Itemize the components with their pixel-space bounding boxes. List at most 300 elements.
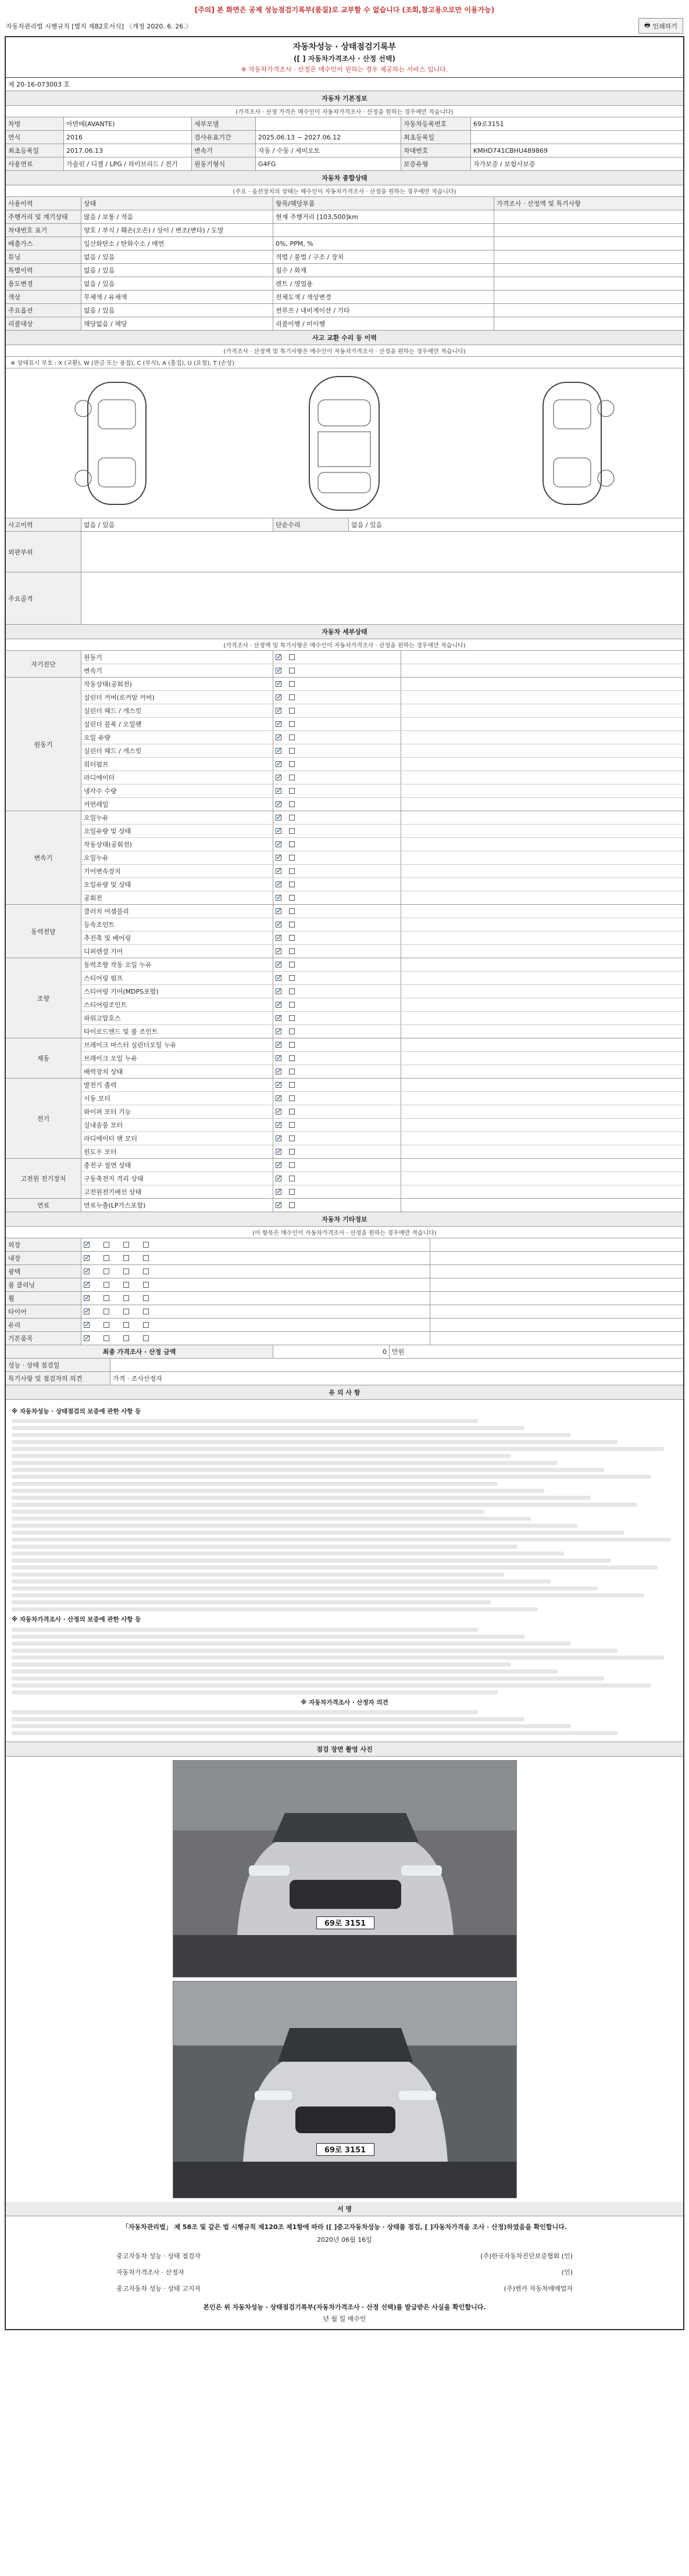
detail-item-state — [273, 945, 401, 958]
checkbox-checked-icon — [276, 654, 281, 660]
car-right-side-diagram — [502, 377, 642, 510]
signature-seller-row — [12, 2280, 677, 2296]
detail-row — [81, 704, 683, 718]
checkbox-checked-icon — [276, 908, 281, 914]
checkbox-icon — [289, 1055, 295, 1061]
detail-group — [6, 905, 683, 958]
detail-item-note — [401, 1065, 683, 1078]
notes-text-line — [12, 1676, 604, 1681]
basic-info-value: 가솔린 / 디젤 / LPG / 하이브리드 / 전기 — [64, 157, 192, 170]
detail-item-label: 파워고압호스 — [81, 1012, 273, 1024]
notes-text-line — [12, 1724, 571, 1728]
checkbox-checked-icon — [276, 1135, 281, 1141]
car-front-photo-2 — [173, 1982, 517, 2198]
notes-text-line — [12, 1475, 651, 1479]
detail-group — [6, 651, 683, 678]
notes-text-line — [12, 1517, 531, 1521]
signature-seller-label: 중고자동차 성능 · 상태 고지자 — [116, 2284, 201, 2292]
signature-price-name: (인) — [561, 2268, 573, 2276]
status-row — [6, 224, 683, 237]
checkbox-icon — [289, 654, 295, 660]
detail-item-state — [273, 718, 401, 730]
detail-group-items — [81, 958, 683, 1038]
opinion-label: 특기사항 및 점검자의 의견 — [6, 1372, 110, 1385]
status-row — [6, 237, 683, 250]
condition-item-price — [430, 1305, 683, 1318]
detail-item-state — [273, 1065, 401, 1078]
detail-row — [81, 891, 683, 904]
status-row — [6, 277, 683, 291]
detail-item-state — [273, 664, 401, 677]
checkbox-checked-icon — [276, 1055, 281, 1061]
notes-text-line — [12, 1489, 544, 1493]
checkbox-icon — [123, 1335, 129, 1341]
notes-text-line — [12, 1607, 538, 1611]
basic-info-note: (가격조사 · 산정 가격은 매수인이 자동차가격조사 · 산정을 원하는 경우에만 적습니다) — [6, 106, 683, 117]
checkbox-icon — [289, 1042, 295, 1048]
basic-info-value: 2025.06.13 ~ 2027.06.12 — [256, 131, 401, 144]
detail-item-label: 라디에이터 — [81, 771, 273, 784]
signature-footer: 본인은 위 자동차성능 · 상태점검기록부(자동차가격조사 · 산정 선택)를 발급받은 사실을 확인합니다. — [203, 2303, 486, 2311]
checkbox-checked-icon — [276, 788, 281, 794]
status-row — [6, 291, 683, 304]
detail-item-state — [273, 1025, 401, 1038]
detail-item-note — [401, 1052, 683, 1065]
detail-item-note — [401, 905, 683, 918]
detail-group-label: 동력전달 — [6, 905, 81, 958]
checkbox-checked-icon — [276, 948, 281, 954]
checkbox-checked-icon — [276, 1202, 281, 1208]
detail-group — [6, 1038, 683, 1079]
detail-row — [81, 664, 683, 677]
detail-group — [6, 1199, 683, 1212]
condition-item-label: 타이어 — [6, 1305, 81, 1318]
law-reference: 자동차관리법 시행규칙 [별지 제82호서식] 〈개정 2020. 6. 26.〉 — [6, 22, 192, 30]
checkbox-icon — [289, 1135, 295, 1141]
detail-item-label: 실린더 헤드 / 개스킷 — [81, 704, 273, 717]
detail-row — [81, 1159, 683, 1172]
status-item-label: 튜닝 — [6, 250, 81, 263]
checkbox-icon — [289, 1122, 295, 1128]
basic-info-label: 보증유형 — [401, 157, 471, 170]
detail-item-label: 실린더 커버(로커암 커버) — [81, 691, 273, 704]
accident-legend: ※ 상태표시 부호 : X (교환), W (판금 또는 용접), C (부식), A (흠집), U (요철), T (손상) — [6, 357, 683, 368]
detail-item-label: 공회전 — [81, 891, 273, 904]
doc-number: 제 20-16-073003 호 — [8, 81, 70, 88]
checkbox-checked-icon — [276, 882, 281, 887]
checkbox-icon — [143, 1255, 149, 1261]
notes-text-line — [12, 1572, 504, 1577]
checkbox-icon — [289, 761, 295, 767]
status-item-detail: 렌트 / 영업용 — [273, 277, 494, 290]
detail-group — [6, 958, 683, 1038]
condition-row — [6, 1278, 683, 1292]
checkbox-checked-icon — [84, 1309, 90, 1314]
detail-item-state — [273, 1159, 401, 1171]
basic-info-value: KMHD741CBHU489869 — [473, 146, 548, 155]
detail-item-state — [273, 1079, 401, 1091]
checkbox-checked-icon — [276, 1082, 281, 1088]
condition-item-price — [430, 1252, 683, 1264]
detail-item-note — [401, 771, 683, 784]
status-item-label: 특별이력 — [6, 264, 81, 277]
detail-item-note — [401, 865, 683, 877]
condition-item-price — [430, 1278, 683, 1291]
detail-row — [81, 918, 683, 931]
condition-row — [6, 1238, 683, 1252]
final-price-unit: 만원 — [392, 1348, 405, 1356]
condition-item-checks — [81, 1252, 430, 1264]
detail-row — [81, 878, 683, 891]
outer-panel-checks — [81, 532, 683, 572]
detail-row — [81, 811, 683, 825]
basic-info-label: 자동차등록번호 — [401, 117, 471, 130]
status-item-detail: 현재 주행거리 [103,500]km — [273, 210, 494, 223]
condition-item-price — [430, 1319, 683, 1331]
checkbox-checked-icon — [276, 1176, 281, 1181]
detail-item-note — [401, 784, 683, 797]
notes-text-line — [12, 1552, 564, 1556]
accident-summary-row — [6, 518, 683, 532]
notes-warranty-heading: ※ 자동차성능 · 상태점검의 보증에 관한 사항 등 — [12, 1408, 141, 1415]
detail-row — [81, 865, 683, 878]
condition-table — [6, 1238, 683, 1345]
signature-price-label: 자동차가격조사 · 산정자 — [116, 2268, 184, 2276]
detail-item-note — [401, 1079, 683, 1091]
checkbox-icon — [289, 962, 295, 968]
notes-text-line — [12, 1669, 558, 1674]
checkbox-checked-icon — [84, 1255, 90, 1261]
basic-info-row — [6, 131, 683, 144]
notes-text-line — [12, 1426, 524, 1430]
detail-item-state — [273, 704, 401, 717]
notes-text-line — [12, 1524, 577, 1528]
condition-item-label: 룸 클리닝 — [6, 1278, 81, 1291]
simple-repair-label: 단순수리 — [273, 518, 349, 531]
detail-item-state — [273, 691, 401, 704]
detail-table — [6, 651, 683, 1212]
detail-item-note — [401, 1145, 683, 1158]
status-item-state: 많음 / 보통 / 적음 — [81, 210, 273, 223]
checkbox-icon — [289, 868, 295, 874]
checkbox-icon — [143, 1309, 149, 1314]
detail-item-state — [273, 651, 401, 664]
checkbox-checked-icon — [276, 828, 281, 834]
notes-heading: 유 의 사 항 — [6, 1385, 683, 1400]
status-row — [6, 317, 683, 331]
detail-group-label: 제동 — [6, 1038, 81, 1078]
condition-item-price — [430, 1332, 683, 1345]
status-item-detail: 0%, PPM, % — [273, 237, 494, 250]
detail-row — [81, 758, 683, 771]
detail-row — [81, 825, 683, 838]
basic-info-value: 2016 — [64, 131, 192, 144]
basic-info-row — [6, 144, 683, 157]
car-left-side-diagram — [47, 377, 187, 510]
outer-panel-label: 외판부위 — [6, 532, 81, 572]
detail-row — [81, 998, 683, 1012]
checkbox-checked-icon — [84, 1242, 90, 1248]
checkbox-checked-icon — [84, 1269, 90, 1274]
license-plate-1: 69로 3151 — [316, 1916, 374, 1929]
inspection-date-label: 성능 · 상태 점검일 — [6, 1359, 110, 1371]
basic-info-value — [471, 131, 683, 144]
status-item-label: 색상 — [6, 291, 81, 303]
detail-item-label: 등속조인트 — [81, 918, 273, 931]
detail-item-label: 디퍼렌셜 기어 — [81, 945, 273, 958]
basic-info-label: 변속기 — [192, 144, 256, 157]
detail-row — [81, 784, 683, 798]
detail-item-label: 기어변속장치 — [81, 865, 273, 877]
status-item-label: 차대번호 표기 — [6, 224, 81, 237]
checkbox-icon — [289, 922, 295, 927]
detail-group — [6, 811, 683, 905]
detail-item-state — [273, 811, 401, 824]
detail-row — [81, 798, 683, 811]
checkbox-checked-icon — [84, 1335, 90, 1341]
title-block — [6, 37, 683, 78]
detail-item-state — [273, 678, 401, 690]
checkbox-icon — [143, 1242, 149, 1248]
detail-item-note — [401, 878, 683, 891]
document-title: 자동차성능 · 상태점검기록부 — [292, 42, 397, 52]
status-col-state: 상태 — [81, 197, 273, 210]
notes-text-line — [12, 1461, 558, 1465]
status-item-detail: 썬루프 / 내비게이션 / 기타 — [273, 304, 494, 317]
detail-item-label: 실린더 헤드 / 개스킷 — [81, 744, 273, 757]
checkbox-icon — [289, 1002, 295, 1008]
checkbox-icon — [289, 788, 295, 794]
checkbox-icon — [289, 975, 295, 981]
notes-text-line — [12, 1496, 591, 1500]
basic-info-row — [6, 117, 683, 131]
checkbox-icon — [143, 1335, 149, 1341]
checkbox-checked-icon — [276, 855, 281, 861]
checkbox-icon — [123, 1282, 129, 1288]
status-item-price — [494, 224, 683, 237]
detail-item-state — [273, 744, 401, 757]
detail-group-label: 원동기 — [6, 678, 81, 811]
checkbox-icon — [143, 1295, 149, 1301]
checkbox-icon — [289, 721, 295, 727]
detail-row — [81, 1065, 683, 1078]
condition-row — [6, 1252, 683, 1265]
notes-text-line — [12, 1628, 478, 1632]
detail-item-label: 냉각수 수량 — [81, 784, 273, 797]
document-subtitle: ([ ] 자동차가격조사 · 산정 선택) — [294, 55, 395, 63]
status-item-price — [494, 291, 683, 303]
detail-item-label: 원동기 — [81, 651, 273, 664]
notes-price-heading: ※ 자동차가격조사 · 산정의 보증에 관한 사항 등 — [12, 1616, 141, 1624]
detail-item-label: 작동상태(공회전) — [81, 678, 273, 690]
detail-item-state — [273, 1038, 401, 1051]
checkbox-checked-icon — [276, 681, 281, 687]
checkbox-checked-icon — [276, 962, 281, 968]
checkbox-icon — [289, 841, 295, 847]
detail-item-state — [273, 972, 401, 984]
checkbox-icon — [143, 1282, 149, 1288]
detail-row — [81, 972, 683, 985]
detail-row — [81, 744, 683, 758]
detail-item-state — [273, 1185, 401, 1198]
doc-number-row — [6, 78, 683, 91]
notes-text-line — [12, 1690, 498, 1694]
detail-group-items — [81, 1038, 683, 1078]
condition-item-price — [430, 1265, 683, 1278]
detail-item-note — [401, 744, 683, 757]
notes-text-line — [12, 1586, 598, 1590]
condition-item-label: 광택 — [6, 1265, 81, 1278]
status-row — [6, 250, 683, 264]
notes-text-line — [12, 1717, 524, 1721]
detail-item-state — [273, 798, 401, 811]
detail-item-note — [401, 1092, 683, 1105]
status-item-label: 주행거리 및 계기상태 — [6, 210, 81, 223]
frame-label: 주요골격 — [6, 572, 81, 624]
checkbox-icon — [143, 1322, 149, 1328]
basic-info-value: 자가보증 / 보험사보증 — [473, 160, 536, 168]
detail-row — [81, 1199, 683, 1212]
basic-info-value: 69로3151 — [473, 120, 504, 128]
status-row — [6, 304, 683, 317]
detail-item-label: 오일유량 및 상태 — [81, 825, 273, 837]
detail-item-note — [401, 1012, 683, 1024]
detail-item-state — [273, 878, 401, 891]
detail-item-state — [273, 865, 401, 877]
detail-item-label: 추진축 및 베어링 — [81, 931, 273, 944]
checkbox-icon — [103, 1335, 109, 1341]
accident-note: (가격조사 · 산정액 및 특기사항은 매수인이 자동차가격조사 · 산정을 원하는 경우에만 적습니다) — [6, 345, 683, 357]
notes-text-line — [12, 1600, 491, 1604]
frame-row — [6, 572, 683, 625]
checkbox-icon — [289, 748, 295, 754]
checkbox-icon — [123, 1242, 129, 1248]
detail-item-note — [401, 1185, 683, 1198]
record-sheet — [5, 36, 684, 2330]
notes-price-text — [12, 1628, 677, 1694]
notes-text-line — [12, 1510, 484, 1514]
status-item-state: 없음 / 있음 — [81, 250, 273, 263]
detail-item-note — [401, 958, 683, 971]
notes-text-line — [12, 1538, 671, 1542]
detail-heading: 자동차 세부상태 — [6, 625, 683, 639]
checkbox-icon — [289, 1069, 295, 1074]
signature-inspector-label: 중고자동차 성능 · 상태 점검자 — [116, 2252, 201, 2260]
notes-text-line — [12, 1656, 664, 1660]
printer-icon: 🖶 — [644, 22, 651, 29]
inspection-photo-front-2 — [173, 1981, 517, 2198]
basic-info-label: 원동기형식 — [192, 157, 256, 170]
checkbox-icon — [289, 775, 295, 780]
notes-text-line — [12, 1683, 651, 1688]
signature-inspector-name: (주)한국자동차진단보증협회 (인) — [480, 2252, 573, 2260]
detail-item-state — [273, 1145, 401, 1158]
checkbox-checked-icon — [84, 1282, 90, 1288]
notes-text-line — [12, 1531, 624, 1535]
checkbox-checked-icon — [276, 694, 281, 700]
checkbox-checked-icon — [276, 1149, 281, 1155]
checkbox-checked-icon — [276, 748, 281, 754]
checkbox-icon — [289, 1189, 295, 1195]
detail-item-note — [401, 998, 683, 1011]
detail-item-note — [401, 678, 683, 690]
detail-item-label: 커먼레일 — [81, 798, 273, 811]
basic-info-table — [6, 117, 683, 171]
checkbox-icon — [289, 1029, 295, 1034]
checkbox-checked-icon — [84, 1295, 90, 1301]
notes-text-line — [12, 1579, 551, 1583]
checkbox-checked-icon — [276, 841, 281, 847]
basic-info-row — [6, 157, 683, 171]
detail-item-label: 타이로드엔드 및 볼 조인트 — [81, 1025, 273, 1038]
detail-group-label: 연료 — [6, 1199, 81, 1212]
detail-item-state — [273, 1199, 401, 1212]
checkbox-icon — [103, 1295, 109, 1301]
detail-group-items — [81, 1159, 683, 1198]
status-col-price: 가격조사 · 산정액 및 특기사항 — [494, 197, 683, 210]
detail-item-label: 발전기 출력 — [81, 1079, 273, 1091]
detail-row — [81, 1079, 683, 1092]
detail-item-label: 윈도우 모터 — [81, 1145, 273, 1158]
checkbox-icon — [143, 1269, 149, 1274]
detail-item-note — [401, 691, 683, 704]
signature-footer-date: 년 월 일 매수인 — [323, 2315, 366, 2323]
checkbox-checked-icon — [276, 1042, 281, 1048]
status-item-state: 일산화탄소 / 탄화수소 / 매연 — [81, 237, 273, 250]
frame-checks — [81, 572, 683, 624]
condition-item-checks — [81, 1278, 430, 1291]
condition-heading: 자동차 기타정보 — [6, 1212, 683, 1227]
print-button[interactable] — [638, 18, 683, 34]
status-item-price — [494, 237, 683, 250]
car-top-diagram — [269, 374, 420, 513]
detail-item-label: 배력장치 상태 — [81, 1065, 273, 1078]
outer-panel-row — [6, 532, 683, 572]
condition-note: (이 항목은 매수인이 자동차가격조사 · 산정을 원하는 경우에만 적습니다) — [6, 1227, 683, 1238]
detail-row — [81, 1185, 683, 1198]
detail-item-label: 동력조향 작동 오일 누유 — [81, 958, 273, 971]
notes-text-line — [12, 1433, 571, 1437]
status-item-state: 무채색 / 유채색 — [81, 291, 273, 303]
detail-row — [81, 1092, 683, 1105]
notes-text-line — [12, 1545, 517, 1549]
opinion-row — [6, 1372, 683, 1385]
final-price-row — [6, 1345, 683, 1359]
status-item-detail — [273, 224, 494, 237]
detail-row — [81, 985, 683, 998]
notes-text-line — [12, 1468, 604, 1472]
checkbox-icon — [289, 801, 295, 807]
checkbox-icon — [123, 1255, 129, 1261]
status-item-state: 양호 / 부식 / 훼손(오손) / 상이 / 변조(변타) / 도말 — [81, 224, 273, 237]
detail-item-state — [273, 825, 401, 837]
checkbox-checked-icon — [276, 761, 281, 767]
notes-text-line — [12, 1663, 511, 1667]
checkbox-icon — [289, 708, 295, 714]
detail-group-label: 전기 — [6, 1079, 81, 1158]
checkbox-icon — [289, 815, 295, 821]
basic-info-label: 검사유효기간 — [192, 131, 256, 144]
basic-info-heading: 자동차 기본정보 — [6, 91, 683, 106]
detail-item-label: 오일 유량 — [81, 731, 273, 744]
checkbox-checked-icon — [84, 1322, 90, 1328]
condition-item-checks — [81, 1238, 430, 1251]
checkbox-icon — [123, 1309, 129, 1314]
checkbox-icon — [103, 1255, 109, 1261]
detail-item-note — [401, 1199, 683, 1212]
license-plate-2: 69로 3151 — [316, 2143, 374, 2156]
condition-item-label: 기본품목 — [6, 1332, 81, 1345]
